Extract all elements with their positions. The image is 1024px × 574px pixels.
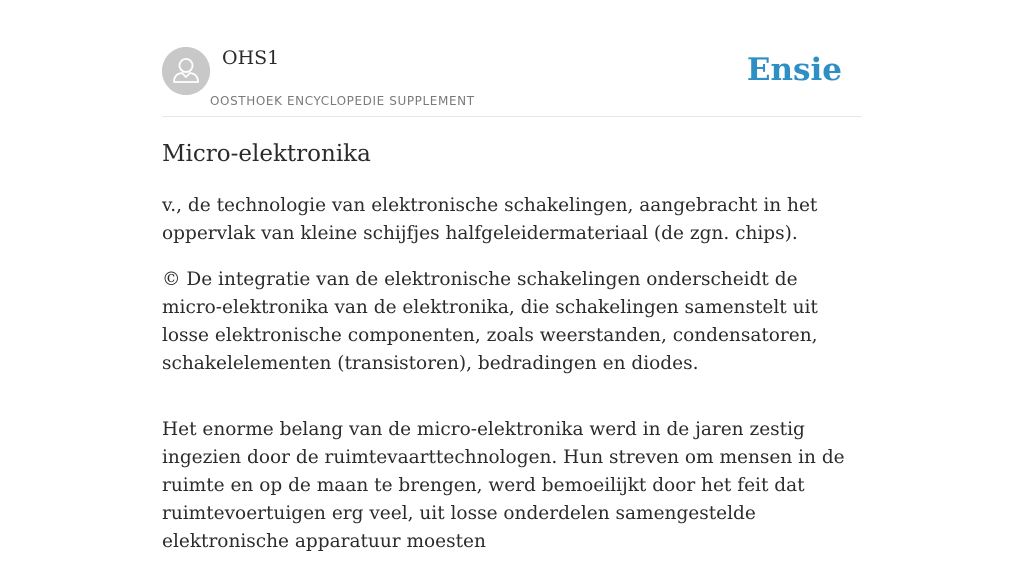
page-header xyxy=(162,0,862,117)
page-title: Micro-elektronika xyxy=(162,141,371,167)
user-silhouette-icon xyxy=(162,47,210,95)
article-paragraph: © De integratie van de elektronische schakelingen onderscheidt de micro-elektronika van de elektronika, die schakelingen samenstelt uit losse elektronische componenten, zoals weerstanden, condensatoren, schakelelementen (transistoren), bedradingen en diodes. xyxy=(162,269,818,374)
avatar[interactable] xyxy=(162,47,210,95)
source-label[interactable]: OOSTHOEK ENCYCLOPEDIE SUPPLEMENT xyxy=(210,94,475,108)
article xyxy=(162,138,862,574)
brand-logo[interactable]: Ensie xyxy=(746,52,842,88)
author-name[interactable]: OHS1 xyxy=(222,47,280,69)
article-paragraph: Het enorme belang van de micro-elektronika werd in de jaren zestig ingezien door de ruimtevaarttechnologen. Hun streven om mensen in de ruimte en op de maan te brengen, werd bemoeilijkt door het feit dat ruimtevoertuigen erg veel, uit losse onderdelen samengestelde elektronische apparatuur moesten xyxy=(162,419,845,552)
article-paragraph: v., de technologie van elektronische schakelingen, aangebracht in het oppervlak van kleine schijfjes halfgeleidermateriaal (de zgn. chips). xyxy=(162,195,818,244)
